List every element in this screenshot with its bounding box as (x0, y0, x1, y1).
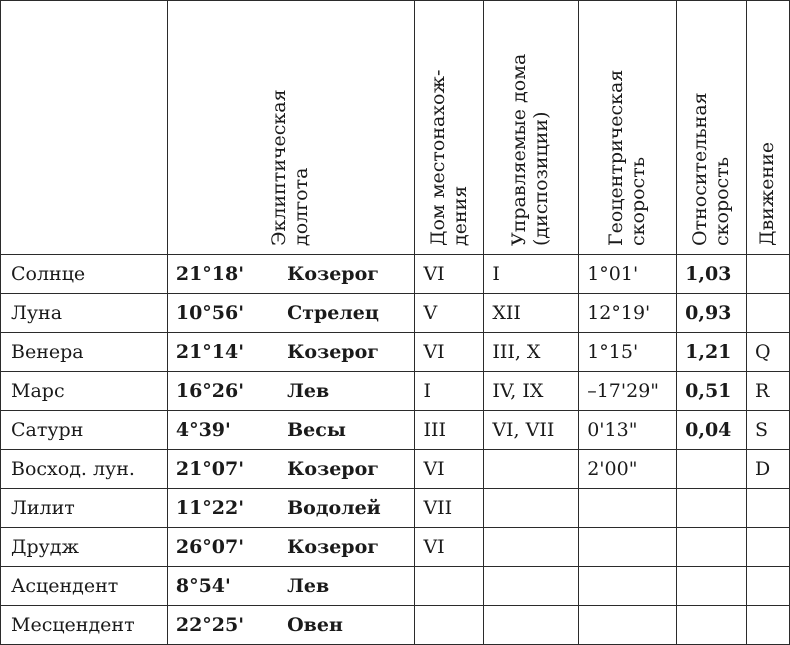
cell-geo-speed (579, 489, 677, 528)
cell-motion (747, 255, 790, 294)
cell-motion (747, 294, 790, 333)
cell-longitude-degrees: 8°54' (167, 567, 287, 606)
cell-ruled-houses (484, 606, 579, 645)
cell-zodiac-sign: Лев (287, 372, 415, 411)
header-name (1, 1, 168, 255)
cell-motion: R (747, 372, 790, 411)
cell-name: Асцендент (1, 567, 168, 606)
cell-house: V (415, 294, 484, 333)
cell-house: I (415, 372, 484, 411)
cell-name: Друдж (1, 528, 168, 567)
cell-geo-speed: 1°15' (579, 333, 677, 372)
cell-name: Сатурн (1, 411, 168, 450)
cell-ruled-houses: I (484, 255, 579, 294)
table-row (1, 606, 790, 645)
cell-name: Солнце (1, 255, 168, 294)
cell-ruled-houses (484, 567, 579, 606)
header-geo-speed: Геоцентрическая скорость (579, 1, 677, 255)
cell-zodiac-sign: Козерог (287, 255, 415, 294)
cell-house: VII (415, 489, 484, 528)
cell-geo-speed: –17'29" (579, 372, 677, 411)
table-row (1, 567, 790, 606)
cell-zodiac-sign: Стрелец (287, 294, 415, 333)
table-row (1, 255, 790, 294)
cell-geo-speed (579, 567, 677, 606)
cell-ruled-houses: XII (484, 294, 579, 333)
cell-motion (747, 567, 790, 606)
cell-name: Марс (1, 372, 168, 411)
cell-zodiac-sign: Водолей (287, 489, 415, 528)
cell-zodiac-sign: Козерог (287, 450, 415, 489)
cell-house: VI (415, 528, 484, 567)
cell-rel-speed (677, 450, 747, 489)
cell-rel-speed: 1,03 (677, 255, 747, 294)
cell-longitude-degrees: 22°25' (167, 606, 287, 645)
cell-rel-speed: 1,21 (677, 333, 747, 372)
cell-rel-speed (677, 606, 747, 645)
cell-geo-speed (579, 528, 677, 567)
header-motion: Движение (747, 1, 790, 255)
cell-ruled-houses (484, 489, 579, 528)
cell-motion (747, 528, 790, 567)
cell-longitude-degrees: 21°14' (167, 333, 287, 372)
cell-ruled-houses: VI, VII (484, 411, 579, 450)
cell-name: Восход. лун. (1, 450, 168, 489)
cell-rel-speed (677, 489, 747, 528)
header-longitude: Эклиптическая долгота (167, 1, 415, 255)
cell-zodiac-sign: Козерог (287, 333, 415, 372)
cell-house: III (415, 411, 484, 450)
cell-geo-speed: 2'00" (579, 450, 677, 489)
cell-longitude-degrees: 16°26' (167, 372, 287, 411)
cell-rel-speed: 0,93 (677, 294, 747, 333)
cell-motion: D (747, 450, 790, 489)
table-body (1, 255, 790, 645)
table-row (1, 333, 790, 372)
cell-motion (747, 606, 790, 645)
cell-house: VI (415, 255, 484, 294)
cell-geo-speed: 1°01' (579, 255, 677, 294)
cell-name: Венера (1, 333, 168, 372)
cell-ruled-houses: III, X (484, 333, 579, 372)
cell-geo-speed (579, 606, 677, 645)
cell-longitude-degrees: 4°39' (167, 411, 287, 450)
header-rel-speed: Относительная скорость (677, 1, 747, 255)
cell-rel-speed (677, 528, 747, 567)
cell-house (415, 606, 484, 645)
cell-zodiac-sign: Овен (287, 606, 415, 645)
table-row (1, 372, 790, 411)
cell-geo-speed: 0'13" (579, 411, 677, 450)
table-row (1, 450, 790, 489)
cell-longitude-degrees: 21°18' (167, 255, 287, 294)
cell-house: VI (415, 450, 484, 489)
cell-zodiac-sign: Козерог (287, 528, 415, 567)
cell-name: Месцендент (1, 606, 168, 645)
cell-ruled-houses: IV, IX (484, 372, 579, 411)
cell-longitude-degrees: 10°56' (167, 294, 287, 333)
header-house: Дом местонахож- дения (415, 1, 484, 255)
header-row (1, 1, 790, 255)
cell-rel-speed (677, 567, 747, 606)
cell-rel-speed: 0,51 (677, 372, 747, 411)
table-row (1, 489, 790, 528)
cell-zodiac-sign: Весы (287, 411, 415, 450)
table-row (1, 411, 790, 450)
cell-name: Лилит (1, 489, 168, 528)
cell-zodiac-sign: Лев (287, 567, 415, 606)
cell-house: VI (415, 333, 484, 372)
cell-longitude-degrees: 26°07' (167, 528, 287, 567)
cell-name: Луна (1, 294, 168, 333)
table-row (1, 528, 790, 567)
cell-house (415, 567, 484, 606)
header-ruled-houses: Управляемые дома (диспозиции) (484, 1, 579, 255)
cell-ruled-houses (484, 450, 579, 489)
cell-longitude-degrees: 21°07' (167, 450, 287, 489)
cell-motion (747, 489, 790, 528)
cell-rel-speed: 0,04 (677, 411, 747, 450)
cell-motion: Q (747, 333, 790, 372)
cell-ruled-houses (484, 528, 579, 567)
cell-motion: S (747, 411, 790, 450)
table-row (1, 294, 790, 333)
cell-geo-speed: 12°19' (579, 294, 677, 333)
cell-longitude-degrees: 11°22' (167, 489, 287, 528)
